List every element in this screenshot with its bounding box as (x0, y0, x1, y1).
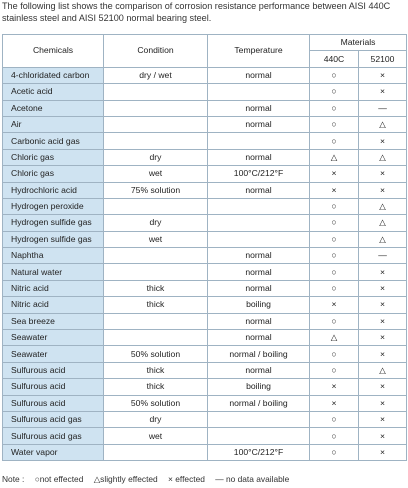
temperature-cell: 100°C/212°F (208, 166, 310, 182)
rating-52100-cell: × (359, 67, 407, 83)
table-row (3, 379, 407, 395)
table-body (3, 67, 407, 460)
rating-440c-cell: ○ (310, 362, 359, 378)
rating-52100-cell: × (359, 379, 407, 395)
chemical-cell: Sulfurous acid (3, 395, 104, 411)
rating-440c-cell: × (310, 379, 359, 395)
rating-52100-cell: △ (359, 116, 407, 132)
chemical-cell: Hydrogen sulfide gas (3, 215, 104, 231)
header-condition: Condition (104, 35, 208, 68)
condition-cell: 75% solution (104, 182, 208, 198)
rating-440c-cell: ○ (310, 215, 359, 231)
rating-52100-cell: × (359, 264, 407, 280)
rating-52100-cell: × (359, 297, 407, 313)
rating-440c-cell: ○ (310, 313, 359, 329)
table-row (3, 182, 407, 198)
temperature-cell (208, 411, 310, 427)
rating-52100-cell: × (359, 428, 407, 444)
condition-cell (104, 133, 208, 149)
rating-52100-cell: △ (359, 198, 407, 214)
table-row (3, 264, 407, 280)
chemical-cell: Hydrochloric acid (3, 182, 104, 198)
rating-440c-cell: × (310, 166, 359, 182)
rating-440c-cell: △ (310, 330, 359, 346)
temperature-cell: normal (208, 248, 310, 264)
temperature-cell (208, 215, 310, 231)
temperature-cell: normal (208, 313, 310, 329)
chemical-cell: Nitric acid (3, 280, 104, 296)
table-row (3, 297, 407, 313)
rating-440c-cell: ○ (310, 411, 359, 427)
condition-cell (104, 248, 208, 264)
chemical-cell: Seawater (3, 346, 104, 362)
rating-440c-cell: × (310, 182, 359, 198)
table-row (3, 84, 407, 100)
note-label: Note : (2, 474, 25, 484)
table-row (3, 346, 407, 362)
rating-440c-cell: × (310, 297, 359, 313)
rating-52100-cell: × (359, 395, 407, 411)
chemical-cell: Sea breeze (3, 313, 104, 329)
chemical-cell: Carbonic acid gas (3, 133, 104, 149)
legend-note (2, 474, 297, 484)
table-row (3, 411, 407, 427)
rating-52100-cell: × (359, 133, 407, 149)
temperature-cell: normal (208, 149, 310, 165)
condition-cell (104, 84, 208, 100)
chemical-cell: Sulfurous acid (3, 362, 104, 378)
condition-cell: dry / wet (104, 67, 208, 83)
rating-440c-cell: ○ (310, 198, 359, 214)
temperature-cell (208, 133, 310, 149)
condition-cell (104, 116, 208, 132)
table-row (3, 231, 407, 247)
chemical-cell: Hydrogen sulfide gas (3, 231, 104, 247)
rating-440c-cell: ○ (310, 428, 359, 444)
rating-52100-cell: △ (359, 215, 407, 231)
temperature-cell (208, 231, 310, 247)
rating-440c-cell: ○ (310, 346, 359, 362)
condition-cell (104, 264, 208, 280)
temperature-cell: normal (208, 330, 310, 346)
header-52100: 52100 (359, 51, 407, 67)
temperature-cell (208, 84, 310, 100)
chemical-cell: Nitric acid (3, 297, 104, 313)
table-row (3, 215, 407, 231)
table-row (3, 67, 407, 83)
note-no-data: — no data available (215, 474, 290, 484)
chemical-cell: Air (3, 116, 104, 132)
header-chemicals: Chemicals (3, 35, 104, 68)
rating-52100-cell: △ (359, 149, 407, 165)
chemical-cell: Sulfurous acid (3, 379, 104, 395)
condition-cell (104, 444, 208, 460)
chemical-cell: 4-chloridated carbon (3, 67, 104, 83)
rating-52100-cell: × (359, 313, 407, 329)
condition-cell: wet (104, 428, 208, 444)
condition-cell: dry (104, 149, 208, 165)
chemical-cell: Acetic acid (3, 84, 104, 100)
intro-text: The following list shows the comparison of corrosion resistance performance between AISI 440C stainless steel and AISI 52100 normal bearing steel. (2, 1, 391, 23)
rating-440c-cell: ○ (310, 444, 359, 460)
rating-52100-cell: × (359, 411, 407, 427)
rating-52100-cell: × (359, 444, 407, 460)
condition-cell: dry (104, 411, 208, 427)
header-temperature: Temperature (208, 35, 310, 68)
table-row (3, 362, 407, 378)
condition-cell: wet (104, 231, 208, 247)
rating-52100-cell: × (359, 280, 407, 296)
rating-52100-cell: △ (359, 362, 407, 378)
rating-52100-cell: × (359, 84, 407, 100)
chemical-cell: Natural water (3, 264, 104, 280)
rating-440c-cell: ○ (310, 264, 359, 280)
temperature-cell: normal (208, 116, 310, 132)
condition-cell: 50% solution (104, 346, 208, 362)
header-materials: Materials (310, 35, 407, 51)
chemical-cell: Sulfurous acid gas (3, 428, 104, 444)
rating-52100-cell: × (359, 346, 407, 362)
chemical-cell: Chloric gas (3, 166, 104, 182)
condition-cell (104, 313, 208, 329)
rating-52100-cell: × (359, 330, 407, 346)
note-effected: × effected (168, 474, 205, 484)
table-row (3, 330, 407, 346)
condition-cell: wet (104, 166, 208, 182)
table-row (3, 149, 407, 165)
table-row (3, 133, 407, 149)
rating-52100-cell: — (359, 248, 407, 264)
rating-52100-cell: △ (359, 231, 407, 247)
condition-cell (104, 100, 208, 116)
rating-52100-cell: × (359, 166, 407, 182)
chemical-cell: Sulfurous acid gas (3, 411, 104, 427)
table-row (3, 248, 407, 264)
corrosion-table (2, 34, 407, 461)
rating-440c-cell: ○ (310, 280, 359, 296)
condition-cell (104, 198, 208, 214)
header-440c: 440C (310, 51, 359, 67)
rating-440c-cell: ○ (310, 100, 359, 116)
temperature-cell: 100°C/212°F (208, 444, 310, 460)
temperature-cell (208, 428, 310, 444)
rating-52100-cell: — (359, 100, 407, 116)
condition-cell: 50% solution (104, 395, 208, 411)
temperature-cell: boiling (208, 297, 310, 313)
chemical-cell: Seawater (3, 330, 104, 346)
condition-cell: thick (104, 280, 208, 296)
rating-52100-cell: × (359, 182, 407, 198)
condition-cell: dry (104, 215, 208, 231)
condition-cell (104, 330, 208, 346)
table-row (3, 116, 407, 132)
temperature-cell: normal (208, 67, 310, 83)
temperature-cell: normal (208, 100, 310, 116)
note-slightly-effected: △slightly effected (93, 474, 158, 484)
temperature-cell: normal (208, 362, 310, 378)
temperature-cell: normal / boiling (208, 346, 310, 362)
rating-440c-cell: ○ (310, 67, 359, 83)
table-row (3, 395, 407, 411)
table-row (3, 313, 407, 329)
table-row (3, 428, 407, 444)
rating-440c-cell: △ (310, 149, 359, 165)
rating-440c-cell: ○ (310, 133, 359, 149)
temperature-cell: normal (208, 182, 310, 198)
condition-cell: thick (104, 379, 208, 395)
table-row (3, 198, 407, 214)
rating-440c-cell: ○ (310, 248, 359, 264)
table-row (3, 166, 407, 182)
chemical-cell: Acetone (3, 100, 104, 116)
chemical-cell: Naphtha (3, 248, 104, 264)
temperature-cell: normal (208, 264, 310, 280)
rating-440c-cell: ○ (310, 231, 359, 247)
rating-440c-cell: ○ (310, 84, 359, 100)
table-row (3, 100, 407, 116)
temperature-cell: boiling (208, 379, 310, 395)
chemical-cell: Water vapor (3, 444, 104, 460)
rating-440c-cell: × (310, 395, 359, 411)
condition-cell: thick (104, 297, 208, 313)
temperature-cell (208, 198, 310, 214)
rating-440c-cell: ○ (310, 116, 359, 132)
condition-cell: thick (104, 362, 208, 378)
chemical-cell: Hydrogen peroxide (3, 198, 104, 214)
table-row (3, 444, 407, 460)
temperature-cell: normal (208, 280, 310, 296)
note-not-effected: ○not effected (34, 474, 84, 484)
table-row (3, 280, 407, 296)
chemical-cell: Chloric gas (3, 149, 104, 165)
temperature-cell: normal / boiling (208, 395, 310, 411)
